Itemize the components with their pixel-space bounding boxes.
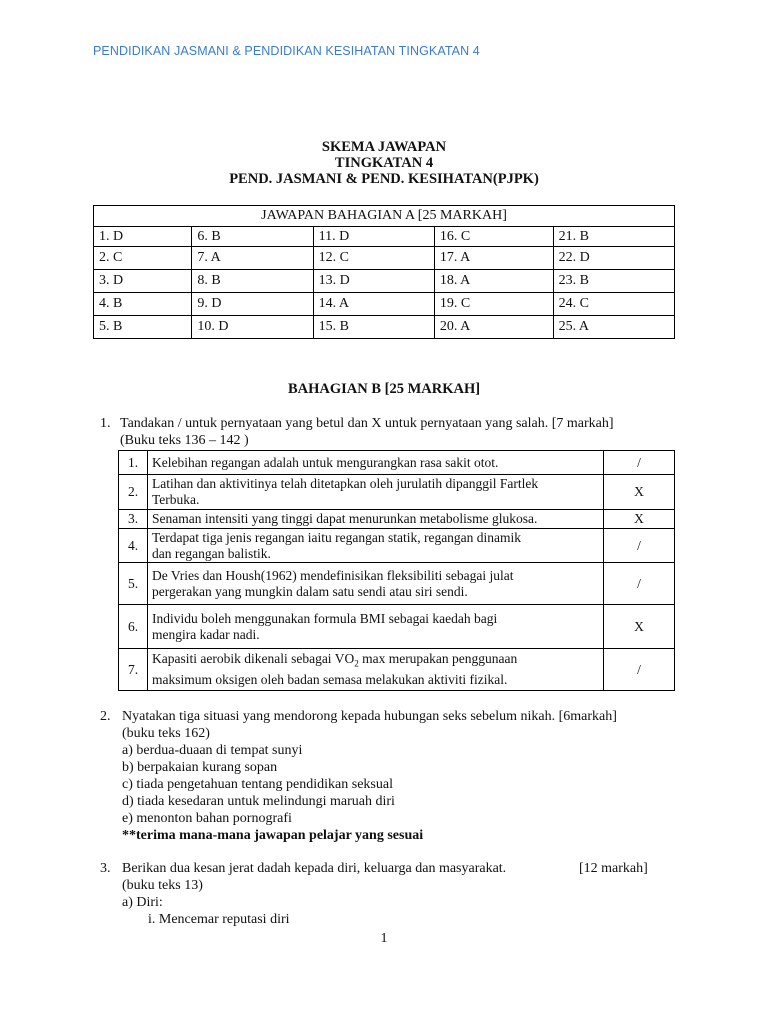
answer-mark: X [604,475,675,510]
answer-cell: 21. B [553,227,674,247]
answer-mark: X [604,510,675,529]
statement-line: pergerakan yang mungkin dalam satu sendi atau siri sendi. [152,583,468,599]
statement-table [118,450,675,691]
row-number: 5. [119,563,148,605]
question-number: 2. [100,709,111,724]
list-item: b) berpakaian kurang sopan [122,760,278,775]
answer-mark: X [604,605,675,649]
statement-line: Senaman intensiti yang tinggi dapat menurunkan metabolisme glukosa. [152,511,538,526]
list-item: a) Diri: [122,895,163,910]
table-row [119,475,675,510]
row-number: 3. [119,510,148,529]
table-row [119,451,675,475]
answer-cell: 8. B [192,270,313,293]
answer-cell: 9. D [192,293,313,316]
question-text: Tandakan / untuk pernyataan yang betul dan X untuk pernyataan yang salah. [7 markah] [120,416,614,431]
title-line-1: SKEMA JAWAPAN [321,139,447,155]
answer-cell: 24. C [553,293,674,316]
statement-line: mengira kadar nadi. [152,626,260,642]
table-row [94,247,675,270]
answer-cell: 25. A [553,316,674,339]
answer-cell: 1. D [94,227,192,247]
section-a-answer-table [93,205,675,339]
statement-line-part: max merupakan penggunaan [358,651,518,667]
statement-text [148,475,604,510]
table-row [94,270,675,293]
answer-cell: 18. A [434,270,553,293]
row-number: 1. [119,451,148,475]
answer-cell: 2. C [94,247,192,270]
answer-mark: / [604,563,675,605]
list-item: e) menonton bahan pornografi [122,811,292,826]
running-header: PENDIDIKAN JASMANI & PENDIDIKAN KESIHATAN TINGKATAN 4 [93,44,480,58]
row-number: 4. [119,529,148,563]
answer-cell: 12. C [313,247,434,270]
answer-mark: / [604,529,675,563]
question-text: Berikan dua kesan jerat dadah kepada diri, keluarga dan masyarakat. [122,861,507,876]
section-a-header: JAWAPAN BAHAGIAN A [25 MARKAH] [94,206,675,227]
statement-text [148,529,604,563]
question-3-answers [122,877,290,928]
answer-cell: 10. D [192,316,313,339]
answer-cell: 5. B [94,316,192,339]
statement-text [148,510,604,529]
statement-line [152,651,599,672]
answer-cell: 19. C [434,293,553,316]
row-number: 2. [119,475,148,510]
question-text: Nyatakan tiga situasi yang mendorong kepada hubungan seks sebelum nikah. [6markah] [122,709,617,724]
statement-line: De Vries dan Housh(1962) mendefinisikan fleksibiliti sebagai julat [152,567,514,583]
list-item: d) tiada kesedaran untuk melindungi maruah diri [122,794,395,809]
question-2-answers [122,725,423,844]
statement-text [148,563,604,605]
document-title [0,139,768,187]
list-item: c) tiada pengetahuan tentang pendidikan seksual [122,777,393,792]
row-number: 7. [119,649,148,691]
table-row [119,529,675,563]
row-number: 6. [119,605,148,649]
answer-cell: 14. A [313,293,434,316]
table-row [94,293,675,316]
statement-text [148,451,604,475]
page-number: 1 [380,931,388,946]
table-row [94,316,675,339]
table-row [119,605,675,649]
title-line-3: PEND. JASMANI & PEND. KESIHATAN(PJPK) [229,171,539,187]
answer-note: **terima mana-mana jawapan pelajar yang sesuai [122,828,424,843]
answer-cell: 11. D [313,227,434,247]
title-line-2: TINGKATAN 4 [334,155,434,171]
table-row [119,649,675,691]
section-b-title: BAHAGIAN B [25 MARKAH] [287,381,481,397]
answer-mark: / [604,451,675,475]
question-marks: [12 markah] [579,861,648,876]
statement-line: Individu boleh menggunakan formula BMI sebagai kaedah bagi [152,610,498,626]
statement-line: dan regangan balistik. [152,545,271,561]
answer-cell: 20. A [434,316,553,339]
answer-cell: 7. A [192,247,313,270]
question-number: 3. [100,861,111,876]
answer-mark: / [604,649,675,691]
answer-cell: 13. D [313,270,434,293]
question-reference: (buku teks 13) [122,878,203,893]
subscript: 2 [354,658,359,669]
table-row [119,563,675,605]
question-reference: (Buku teks 136 – 142 ) [120,433,249,448]
question-number: 1. [100,416,111,431]
answer-cell: 22. D [553,247,674,270]
statement-line: maksimum oksigen oleh badan semasa melakukan aktiviti fizikal. [152,671,508,687]
table-row [119,510,675,529]
answer-cell: 17. A [434,247,553,270]
table-row [94,227,675,247]
statement-line: Terbuka. [152,492,200,507]
statement-text [148,649,604,691]
statement-text [148,605,604,649]
statement-line: Terdapat tiga jenis regangan iaitu regangan statik, regangan dinamik [152,529,522,545]
answer-cell: 15. B [313,316,434,339]
answer-cell: 23. B [553,270,674,293]
statement-line: Kelebihan regangan adalah untuk mengurangkan rasa sakit otot. [152,454,499,470]
list-item: a) berdua-duaan di tempat sunyi [122,743,303,758]
statement-line-part: Kapasiti aerobik dikenali sebagai VO [152,651,355,667]
answer-cell: 16. C [434,227,553,247]
answer-cell: 6. B [192,227,313,247]
answer-cell: 4. B [94,293,192,316]
question-reference: (buku teks 162) [122,726,210,741]
list-item: i. Mencemar reputasi diri [148,912,290,927]
statement-line: Latihan dan aktivitinya telah ditetapkan oleh jurulatih dipanggil Fartlek [152,476,539,491]
answer-cell: 3. D [94,270,192,293]
